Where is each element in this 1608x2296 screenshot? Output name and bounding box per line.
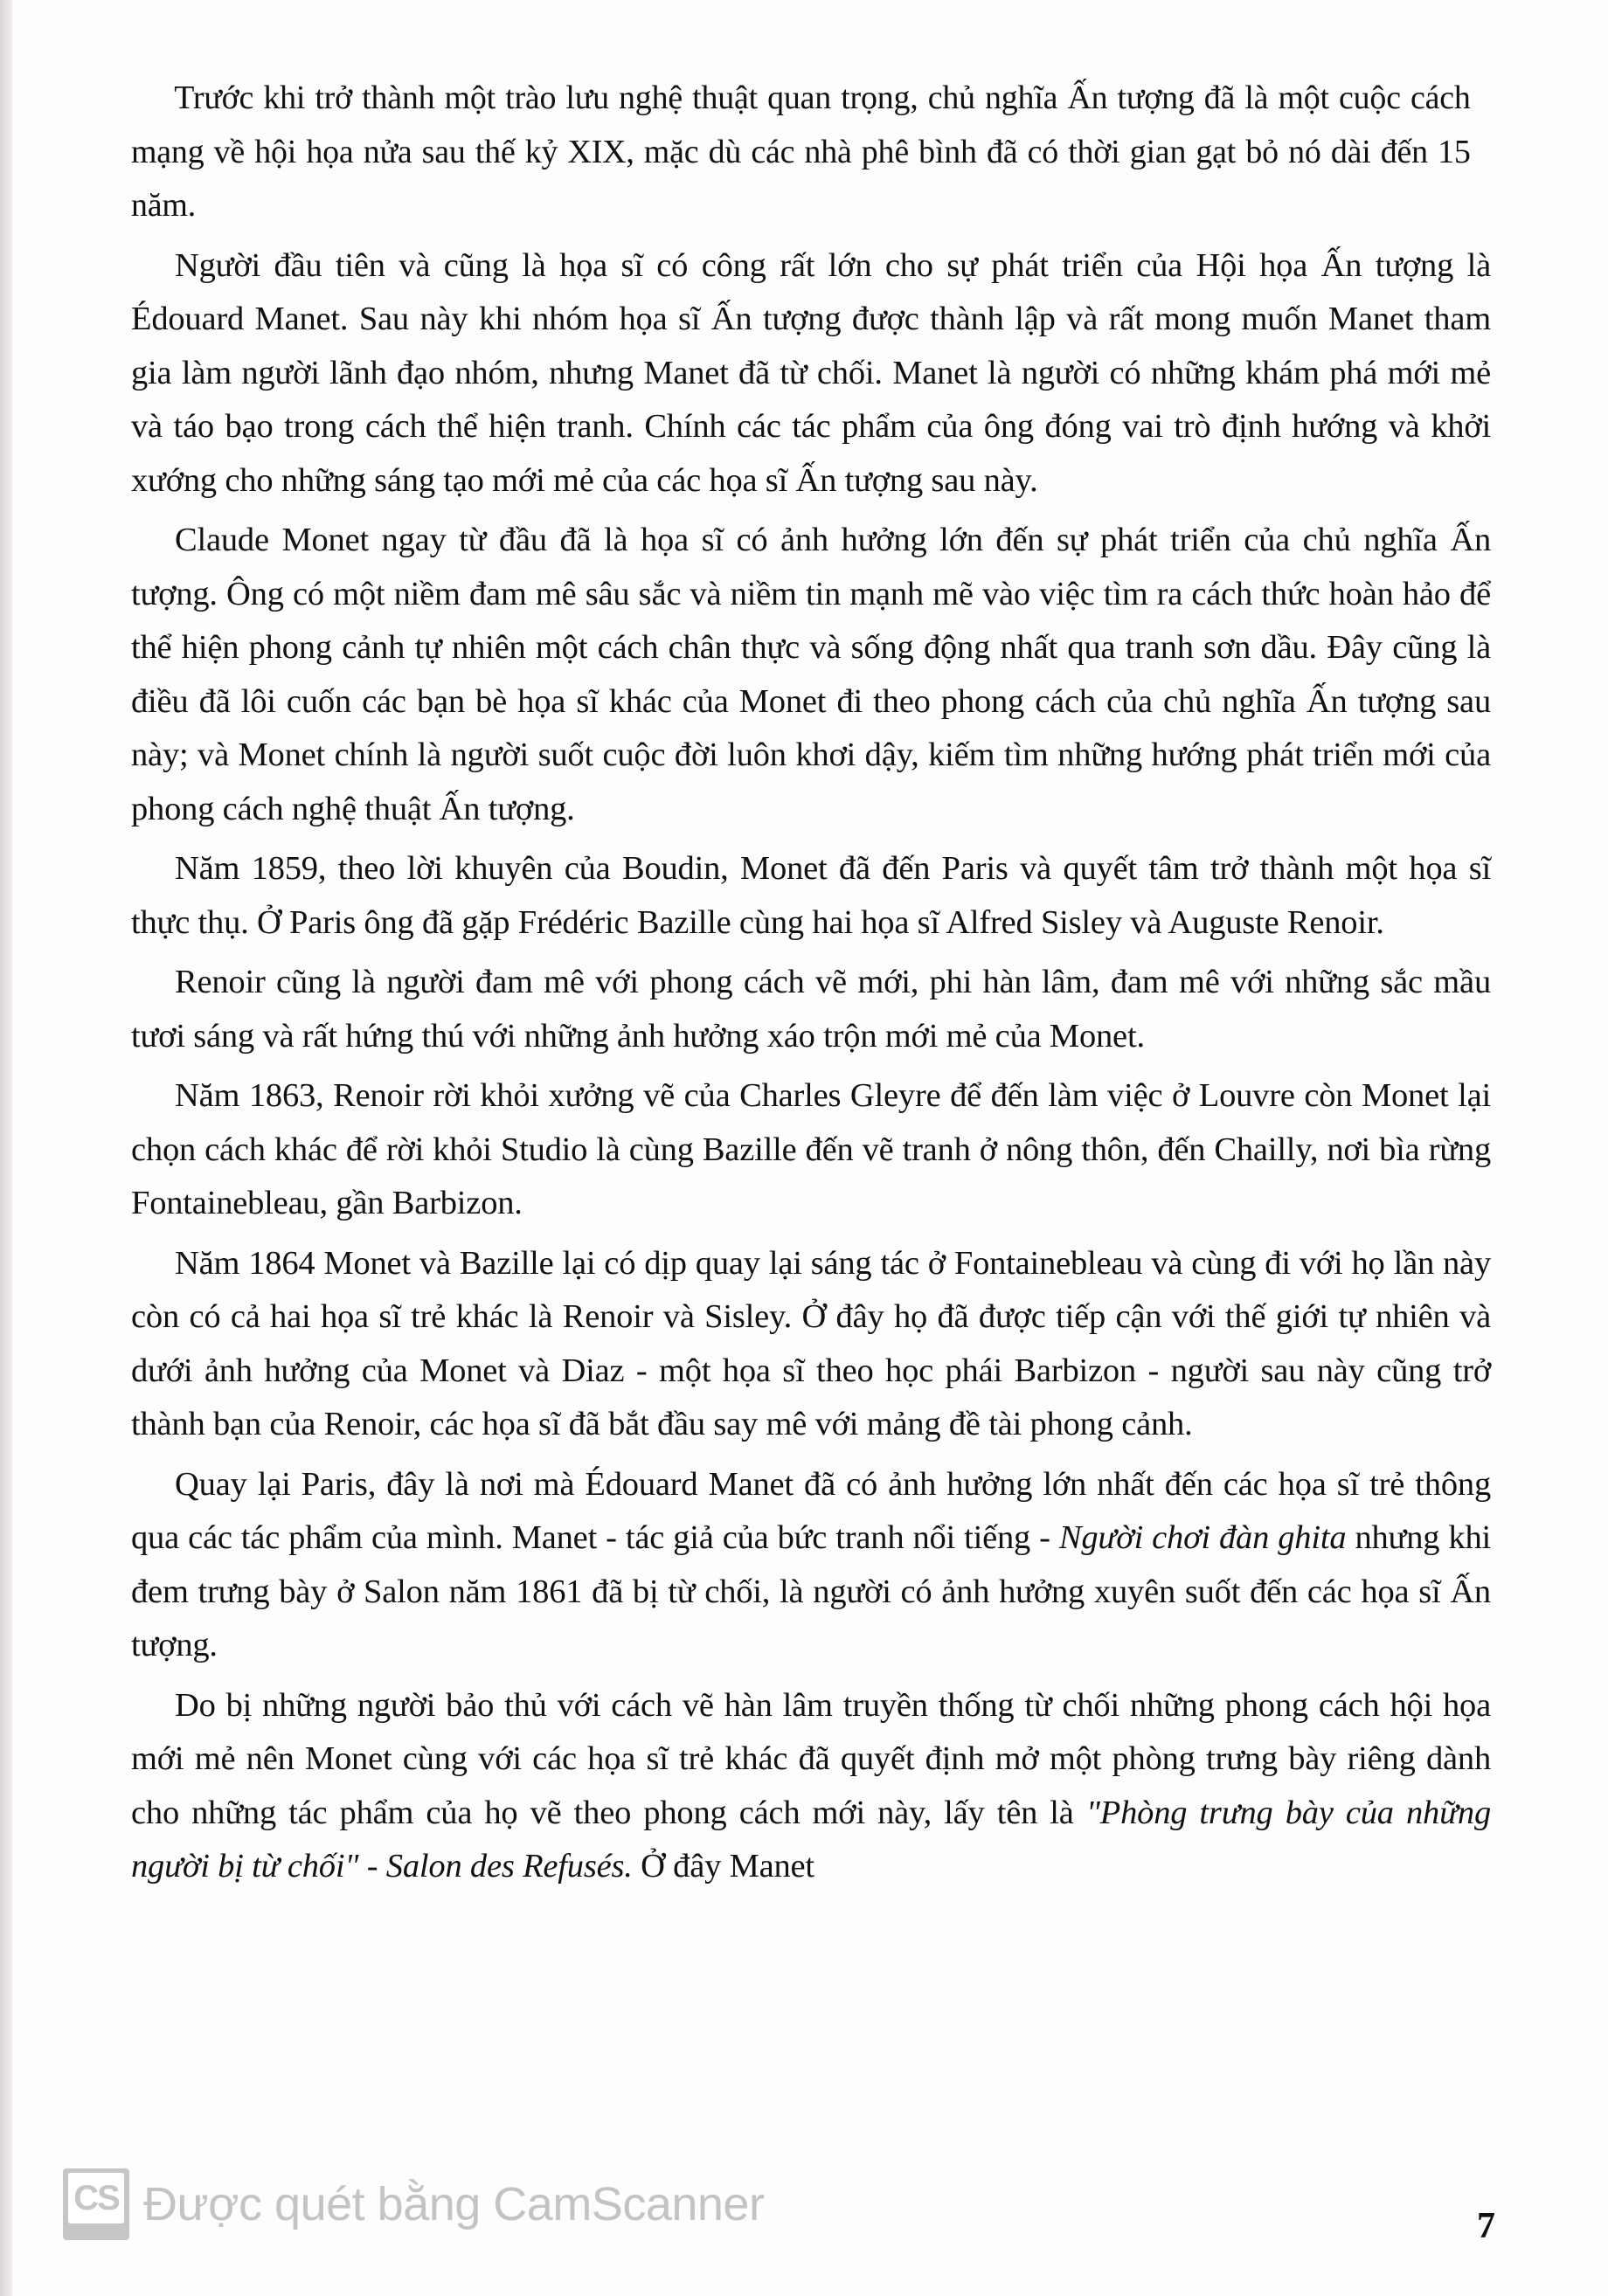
page-number: 7 — [1477, 2206, 1495, 2246]
paragraph-paris-text-2: nhưng khi đem trưng bày ở Salon năm 1861 đã bị từ chối, là người có ảnh hưởng xuyên suốt đến các họa sĩ Ấn tượng. — [131, 1519, 1491, 1663]
camscanner-watermark — [63, 2165, 764, 2244]
paragraph-salon-dash: - — [358, 1848, 386, 1885]
watermark-text: Được quét bằng CamScanner — [143, 2178, 765, 2230]
salon-french-name: Salon des Refusés. — [385, 1848, 633, 1885]
paragraph-manet: Người đầu tiên và cũng là họa sĩ có công rất lớn cho sự phát triển của Hội họa Ấn tượng là Édouard Manet. Sau này khi nhóm họa sĩ Ấn tượng được thành lập và rất mong muốn Manet tham gia làm người lãnh đạo nhóm, nhưng Manet đã từ chối. Manet là người có những khám phá mới mẻ và táo bạo trong cách thể hiện tranh. Chính các tác phẩm của ông đóng vai trò định hướng và khởi xướng cho những sáng tạo mới mẻ của các họa sĩ Ấn tượng sau này. — [131, 246, 1491, 499]
camscanner-logo-icon — [63, 2168, 129, 2240]
paragraph-monet: Claude Monet ngay từ đầu đã là họa sĩ có ảnh hưởng lớn đến sự phát triển của chủ nghĩa Ấn tượng. Ông có một niềm đam mê sâu sắc và niềm tin mạnh mẽ vào việc tìm ra cách thức hoàn hảo để thể hiện phong cảnh tự nhiên một cách chân thực và sống động nhất qua tranh sơn dầu. Đây cũng là điều đã lôi cuốn các bạn bè họa sĩ khác của Monet đi theo phong cách của chủ nghĩa Ấn tượng sau này; và Monet chính là người suốt cuộc đời luôn khơi dậy, kiếm tìm những hướng phát triển mới của phong cách nghệ thuật Ấn tượng. — [131, 522, 1491, 827]
paragraph-intro: Trước khi trở thành một trào lưu nghệ thuật quan trọng, chủ nghĩa Ấn tượng đã là một cuộc cách mạng về hội họa nửa sau thế kỷ XIX, mặc dù các nhà phê bình đã có thời gian gạt bỏ nó dài đến 15 năm. — [131, 80, 1471, 224]
paragraph-1864: Năm 1864 Monet và Bazille lại có dịp quay lại sáng tác ở Fontainebleau và cùng đi với họ lần này còn có cả hai họa sĩ trẻ khác là Renoir và Sisley. Ở đây họ đã được tiếp cận với thế giới tự nhiên và dưới ảnh hưởng của Monet và Diaz - một họa sĩ theo học phái Barbizon - người sau này cũng trở thành bạn của Renoir, các họa sĩ đã bắt đầu say mê với mảng đề tài phong cảnh. — [131, 1244, 1491, 1442]
body-text — [131, 72, 1491, 1900]
paragraph-1863: Năm 1863, Renoir rời khỏi xưởng vẽ của Charles Gleyre để đến làm việc ở Louvre còn Monet lại chọn cách khác để rời khỏi Studio là cùng Bazille đến vẽ tranh ở nông thôn, đến Chailly, nơi bìa rừng Fontainebleau, gần Barbizon. — [131, 1077, 1491, 1221]
painting-title: Người chơi đàn ghita — [1058, 1519, 1347, 1556]
paragraph-salon — [131, 1679, 1491, 1894]
salon-vietnamese-name: "Phòng trưng bày của những người bị từ chối" — [131, 1794, 1491, 1885]
page-binding-edge — [0, 0, 12, 2296]
paragraph-salon-text-2: Ở đây Manet — [632, 1848, 814, 1885]
paragraph-paris-text-1: Quay lại Paris, đây là nơi mà Édouard Manet đã có ảnh hưởng lớn nhất đến các họa sĩ trẻ thông qua các tác phẩm của mình. Manet - tác giả của bức tranh nổi tiếng - — [131, 1465, 1491, 1556]
paragraph-renoir: Renoir cũng là người đam mê với phong cách vẽ mới, phi hàn lâm, đam mê với những sắc mầu tươi sáng và rất hứng thú với những ảnh hưởng xáo trộn mới mẻ của Monet. — [131, 964, 1491, 1055]
paragraph-salon-text-1: Do bị những người bảo thủ với cách vẽ hàn lâm truyền thống từ chối những phong cách hội họa mới mẻ nên Monet cùng với các họa sĩ trẻ khác đã quyết định mở một phòng trưng bày riêng dành cho những tác phẩm của họ vẽ theo phong cách mới này, lấy tên là — [131, 1686, 1491, 1831]
paragraph-paris — [131, 1458, 1491, 1673]
camscanner-logo-text: CS — [68, 2173, 124, 2223]
paragraph-1859: Năm 1859, theo lời khuyên của Boudin, Monet đã đến Paris và quyết tâm trở thành một họa sĩ thực thụ. Ở Paris ông đã gặp Frédéric Bazille cùng hai họa sĩ Alfred Sisley và Auguste Renoir. — [131, 850, 1491, 941]
